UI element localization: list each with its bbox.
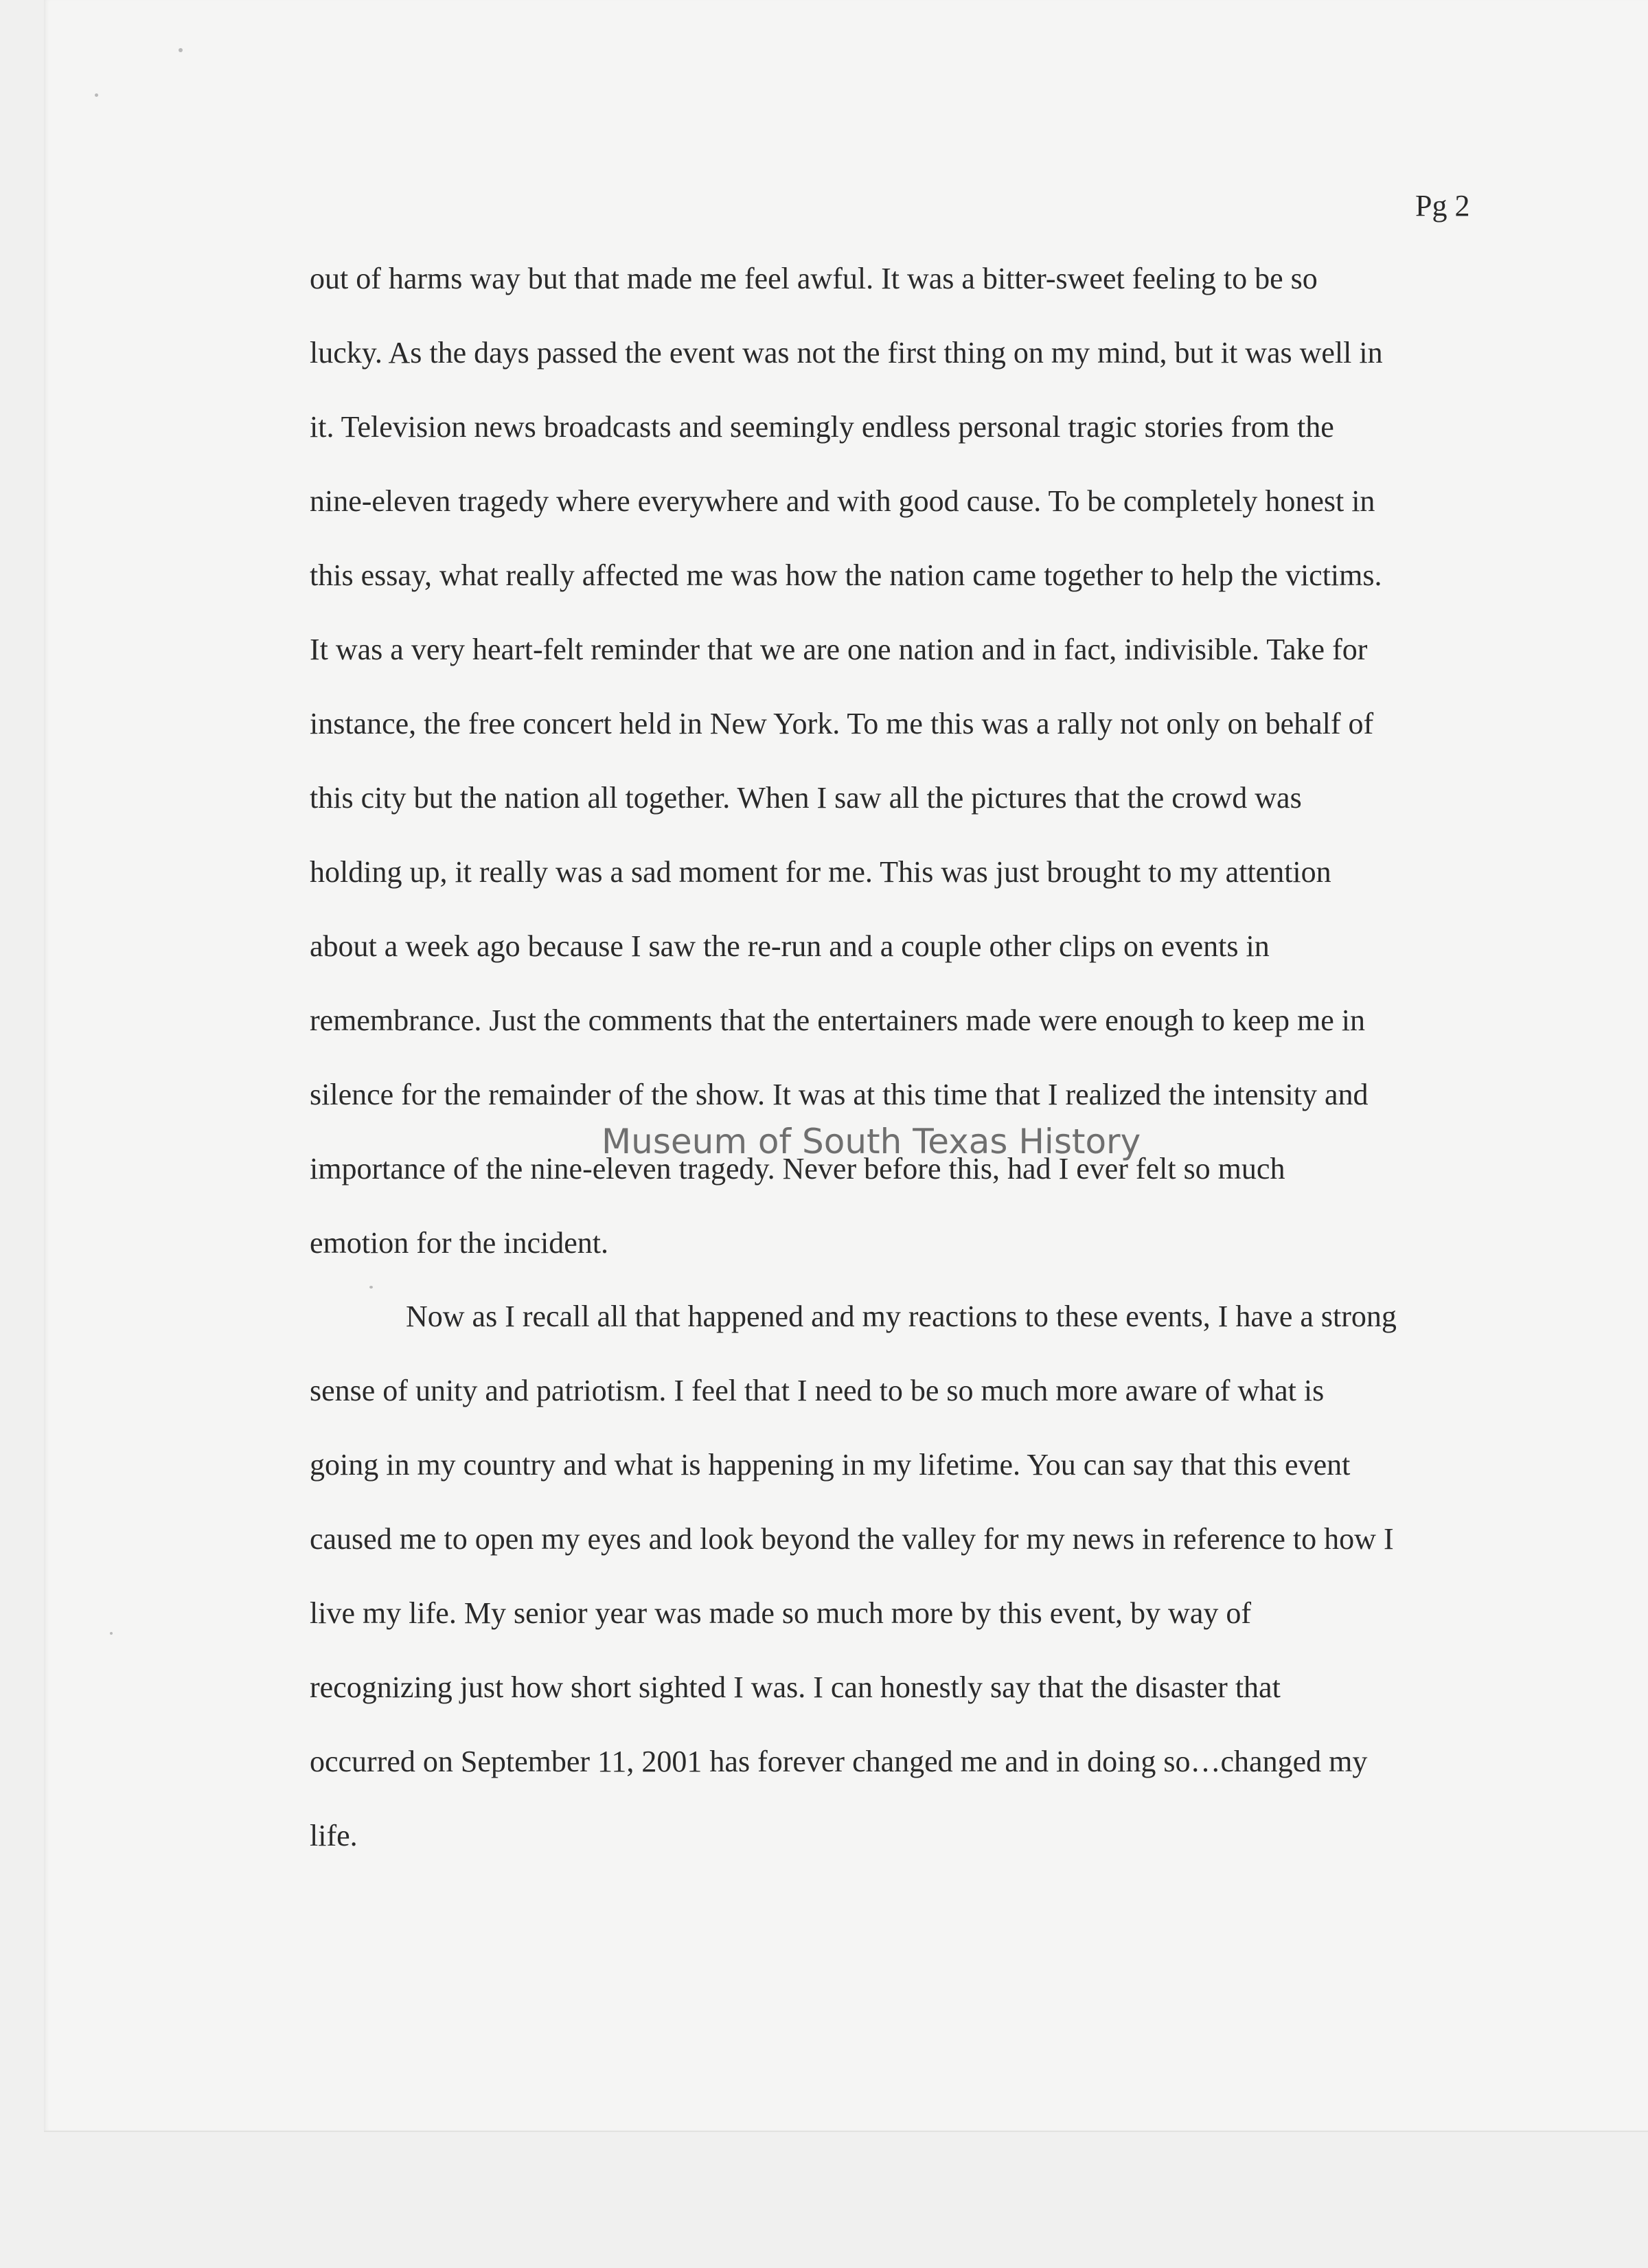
- scan-speck: [110, 1632, 113, 1635]
- body-paragraph-1: out of harms way but that made me feel awful. It was a bitter-sweet feeling to be so lucky. As the days passed the event was not the first thing on my mind, but it was well in it. Television news broadcasts and seemingly endless personal tragic stories from the nine-eleven tragedy where everywhere and with good cause. To be completely honest in this essay, what really affected me was how the nation came together to help the victims. It was a very heart-felt reminder that we are one nation and in fact, indivisible. Take for instance, the free concert held in New York. To me this was a rally not only on behalf of this city but the nation all together. When I saw all the pictures that the crowd was holding up, it really was a sad moment for me. This was just brought to my attention about a week ago because I saw the re-run and a couple other clips on events in remembrance. Just the comments that the entertainers made were enough to keep me in silence for the remainder of the show. It was at this time that I realized the intensity and importance of the nine-eleven tragedy. Never before this, had I ever felt so much emotion for the incident.: [310, 262, 1383, 1260]
- museum-watermark: Museum of South Texas History: [602, 1122, 1141, 1161]
- scanned-page: [44, 0, 1648, 2132]
- page-number: Pg 2: [1415, 189, 1470, 223]
- scan-speck: [179, 48, 183, 52]
- scan-speck: [95, 93, 98, 97]
- body-paragraph-2: Now as I recall all that happened and my reactions to these events, I have a strong sense of unity and patriotism. I feel that I need to be so much more aware of what is going in my country and what is happening in my lifetime. You can say that this event caused me to open my eyes and look beyond the valley for my news in reference to how I live my life. My senior year was made so much more by this event, by way of recognizing just how short sighted I was. I can honestly say that the disaster that occurred on September 11, 2001 has forever changed me and in doing so…changed my life.: [310, 1300, 1397, 1852]
